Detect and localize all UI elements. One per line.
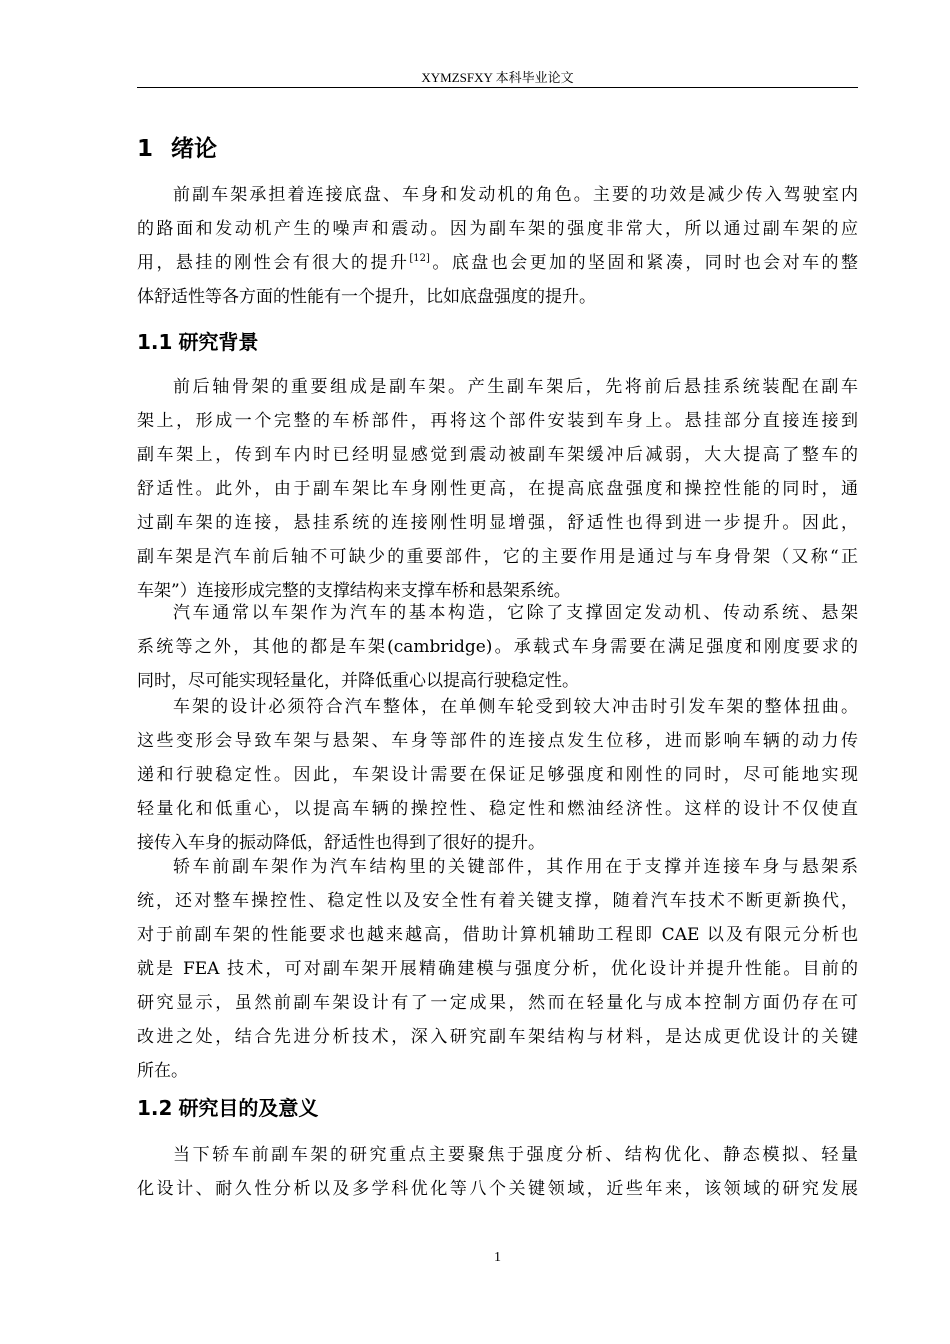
text-line: 就是 FEA 技术，可对副车架开展精确建模与强度分析，优化设计并提升性能。目前的 — [137, 959, 858, 979]
chapter-heading — [137, 132, 217, 166]
section-heading-1-2 — [137, 1093, 318, 1123]
section-title: 研究目的及意义 — [178, 1096, 319, 1120]
text-line: 副车架是汽车前后轴不可缺少的重要部件，它的主要作用是通过与车身骨架（又称“正 — [137, 547, 858, 567]
text-line: 这些变形会导致车架与悬架、车身等部件的连接点发生位移，进而影响车辆的动力传 — [137, 731, 858, 751]
text-line: 架上，形成一个完整的车桥部件，再将这个部件安装到车身上。悬挂部分直接连接到 — [137, 411, 858, 431]
text-line: 副车架上，传到车内时已经明显感觉到震动被副车架缓冲后减弱，大大提高了整车的 — [137, 445, 858, 465]
paragraph-background-2 — [137, 596, 858, 698]
text-line: 系统等之外，其他的都是车架(cambridge)。承载式车身需要在满足强度和刚度要求的 — [137, 637, 858, 657]
text-line: 前副车架承担着连接底盘、车身和发动机的角色。主要的功效是减少传入驾驶室内 — [173, 185, 858, 205]
text-line: 车架”）连接形成完整的支撑结构来支撑车桥和悬架系统。 — [137, 581, 571, 601]
text-line: 车架的设计必须符合汽车整体，在单侧车轮受到较大冲击时引发车架的整体扭曲。 — [173, 697, 858, 717]
intro-paragraph — [137, 178, 858, 314]
text-segment: 用，悬挂的刚性会有很大的提升 — [137, 253, 410, 273]
text-line: 对于前副车架的性能要求也越来越高，借助计算机辅助工程即 CAE 以及有限元分析也 — [137, 925, 858, 945]
text-line: 所在。 — [137, 1061, 188, 1081]
header-rule — [137, 87, 858, 88]
page-number: 1 — [494, 1250, 501, 1265]
section-title: 研究背景 — [178, 330, 259, 354]
text-line: 研究显示，虽然前副车架设计有了一定成果，然而在轻量化与成本控制方面仍存在可 — [137, 993, 858, 1013]
text-line: 体舒适性等各方面的性能有一个提升，比如底盘强度的提升。 — [137, 287, 596, 307]
text-line: 汽车通常以车架作为汽车的基本构造，它除了支撑固定发动机、传动系统、悬架 — [173, 603, 858, 623]
text-line: 轻量化和低重心，以提高车辆的操控性、稳定性和燃油经济性。这样的设计不仅使直 — [137, 799, 858, 819]
paragraph-background-1 — [137, 370, 858, 608]
text-line-with-citation — [137, 246, 858, 280]
section-heading-1-1 — [137, 327, 258, 357]
citation-marker: [12] — [409, 253, 430, 264]
text-line: 的路面和发动机产生的噪声和震动。因为副车架的强度非常大，所以通过副车架的应 — [137, 219, 858, 239]
text-line: 改进之处，结合先进分析技术，深入研究副车架结构与材料，是达成更优设计的关键 — [137, 1027, 858, 1047]
text-line: 当下轿车前副车架的研究重点主要聚焦于强度分析、结构优化、静态模拟、轻量 — [173, 1145, 858, 1165]
paragraph-background-4 — [137, 850, 858, 1088]
text-line: 过副车架的连接，悬挂系统的连接刚性明显增强，舒适性也得到进一步提升。因此， — [137, 513, 858, 533]
paragraph-purpose-1 — [137, 1138, 858, 1206]
text-line: 统，还对整车操控性、稳定性以及安全性有着关键支撑，随着汽车技术不断更新换代， — [137, 891, 858, 911]
text-line: 接传入车身的振动降低，舒适性也得到了很好的提升。 — [137, 833, 545, 853]
text-line: 化设计、耐久性分析以及多学科优化等八个关键领域，近些年来，该领域的研究发展 — [137, 1179, 858, 1199]
paragraph-background-3 — [137, 690, 858, 860]
section-number: 1.2 — [137, 1096, 173, 1120]
text-line: 舒适性。此外，由于副车架比车身刚性更高，在提高底盘强度和操控性能的同时，通 — [137, 479, 858, 499]
text-line: 轿车前副车架作为汽车结构里的关键部件，其作用在于支撑并连接车身与悬架系 — [173, 857, 858, 877]
running-header: XYMZSFXY 本科毕业论文 — [421, 70, 574, 85]
chapter-title: 绪论 — [171, 136, 217, 162]
text-line: 递和行驶稳定性。因此，车架设计需要在保证足够强度和刚性的同时，尽可能地实现 — [137, 765, 858, 785]
text-line: 前后轴骨架的重要组成是副车架。产生副车架后，先将前后悬挂系统装配在副车 — [173, 377, 858, 397]
section-number: 1.1 — [137, 330, 173, 354]
text-line: 同时，尽可能实现轻量化，并降低重心以提高行驶稳定性。 — [137, 671, 579, 691]
text-segment: 。底盘也会更加的坚固和紧凑，同时也会对车的整 — [429, 253, 859, 273]
chapter-number: 1 — [137, 136, 154, 162]
